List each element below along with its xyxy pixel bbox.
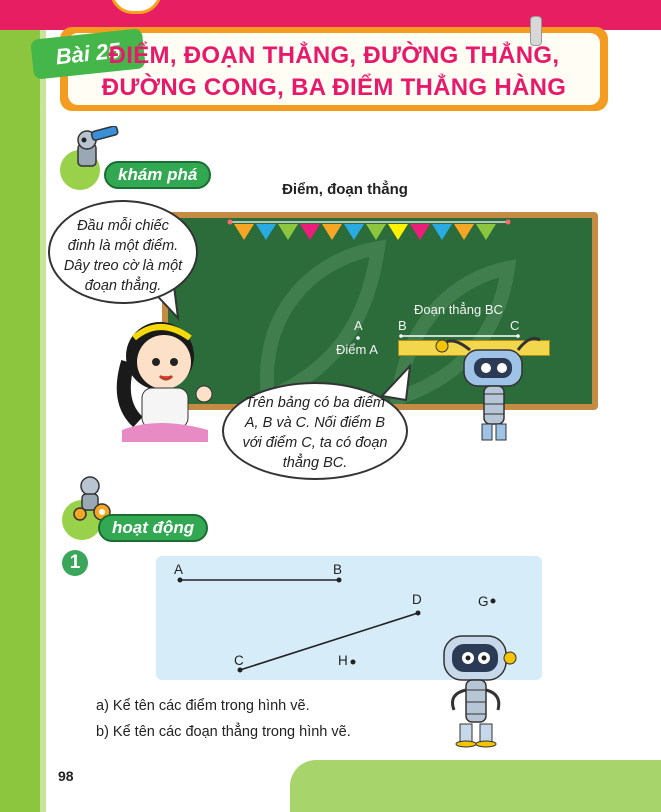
point-b: [337, 578, 342, 583]
girl-illustration: [108, 312, 218, 442]
bunting-flags: [234, 224, 496, 240]
robot-speech-bubble: [222, 382, 408, 480]
point-h: [351, 660, 356, 665]
label-point-c: C: [234, 653, 244, 668]
girl-bubble-line-3: Dây treo cờ là một: [63, 258, 183, 274]
label-point-d: D: [412, 592, 422, 607]
bottom-band: [290, 760, 661, 812]
explore-badge: khám phá: [104, 161, 211, 189]
left-margin-stripe: [40, 30, 46, 812]
question-a: a) Kể tên các điểm trong hình vẽ.: [96, 698, 310, 714]
board-caption-segment-bc: Đoạn thẳng BC: [414, 302, 503, 317]
lesson-title-line-1: ĐIỂM, ĐOẠN THẲNG, ĐƯỜNG THẲNG,: [108, 42, 560, 69]
activity-badge: hoạt động: [98, 514, 208, 542]
robot-bubble-line-2: A, B và C. Nối điểm B: [244, 415, 386, 431]
segment-cd: [240, 613, 418, 670]
label-point-h: H: [338, 653, 348, 668]
lesson-title-line-2: ĐƯỜNG CONG, BA ĐIỂM THẲNG HÀNG: [101, 74, 567, 101]
board-label-c: C: [510, 318, 520, 333]
robot-with-ruler-icon: [430, 332, 550, 444]
girl-bubble-line-2: đinh là một điểm.: [67, 238, 179, 254]
top-band: [0, 0, 661, 30]
page-number: 98: [58, 768, 74, 784]
girl-speech-bubble: [48, 200, 198, 304]
section-title: Điểm, đoạn thẳng: [282, 181, 408, 198]
robot-bubble-line-3: với điểm C, ta có đoạn: [242, 435, 388, 451]
question-b: b) Kể tên các đoạn thẳng trong hình vẽ.: [96, 724, 351, 740]
left-margin-band: [0, 0, 40, 812]
girl-bubble-line-4: đoạn thẳng.: [84, 278, 162, 294]
robot-bubble-line-4: thẳng BC.: [282, 455, 348, 471]
label-point-a: A: [174, 562, 184, 577]
point-d: [416, 611, 421, 616]
point-a: [178, 578, 183, 583]
label-point-b: B: [333, 562, 343, 577]
girl-bubble-line-1: Đầu mỗi chiếc: [77, 218, 169, 234]
board-label-a: A: [354, 318, 363, 333]
robot-bubble-line-1: Trên bảng có ba điểm: [245, 395, 385, 411]
exercise-number: 1: [62, 550, 88, 576]
point-g: [491, 599, 496, 604]
board-label-b: B: [398, 318, 407, 333]
lesson-label: Bài 25: [30, 28, 146, 79]
label-point-g: G: [478, 594, 489, 609]
board-caption-point-a: Điểm A: [336, 342, 378, 357]
point-c: [238, 668, 243, 673]
small-robot-icon: [438, 630, 522, 748]
